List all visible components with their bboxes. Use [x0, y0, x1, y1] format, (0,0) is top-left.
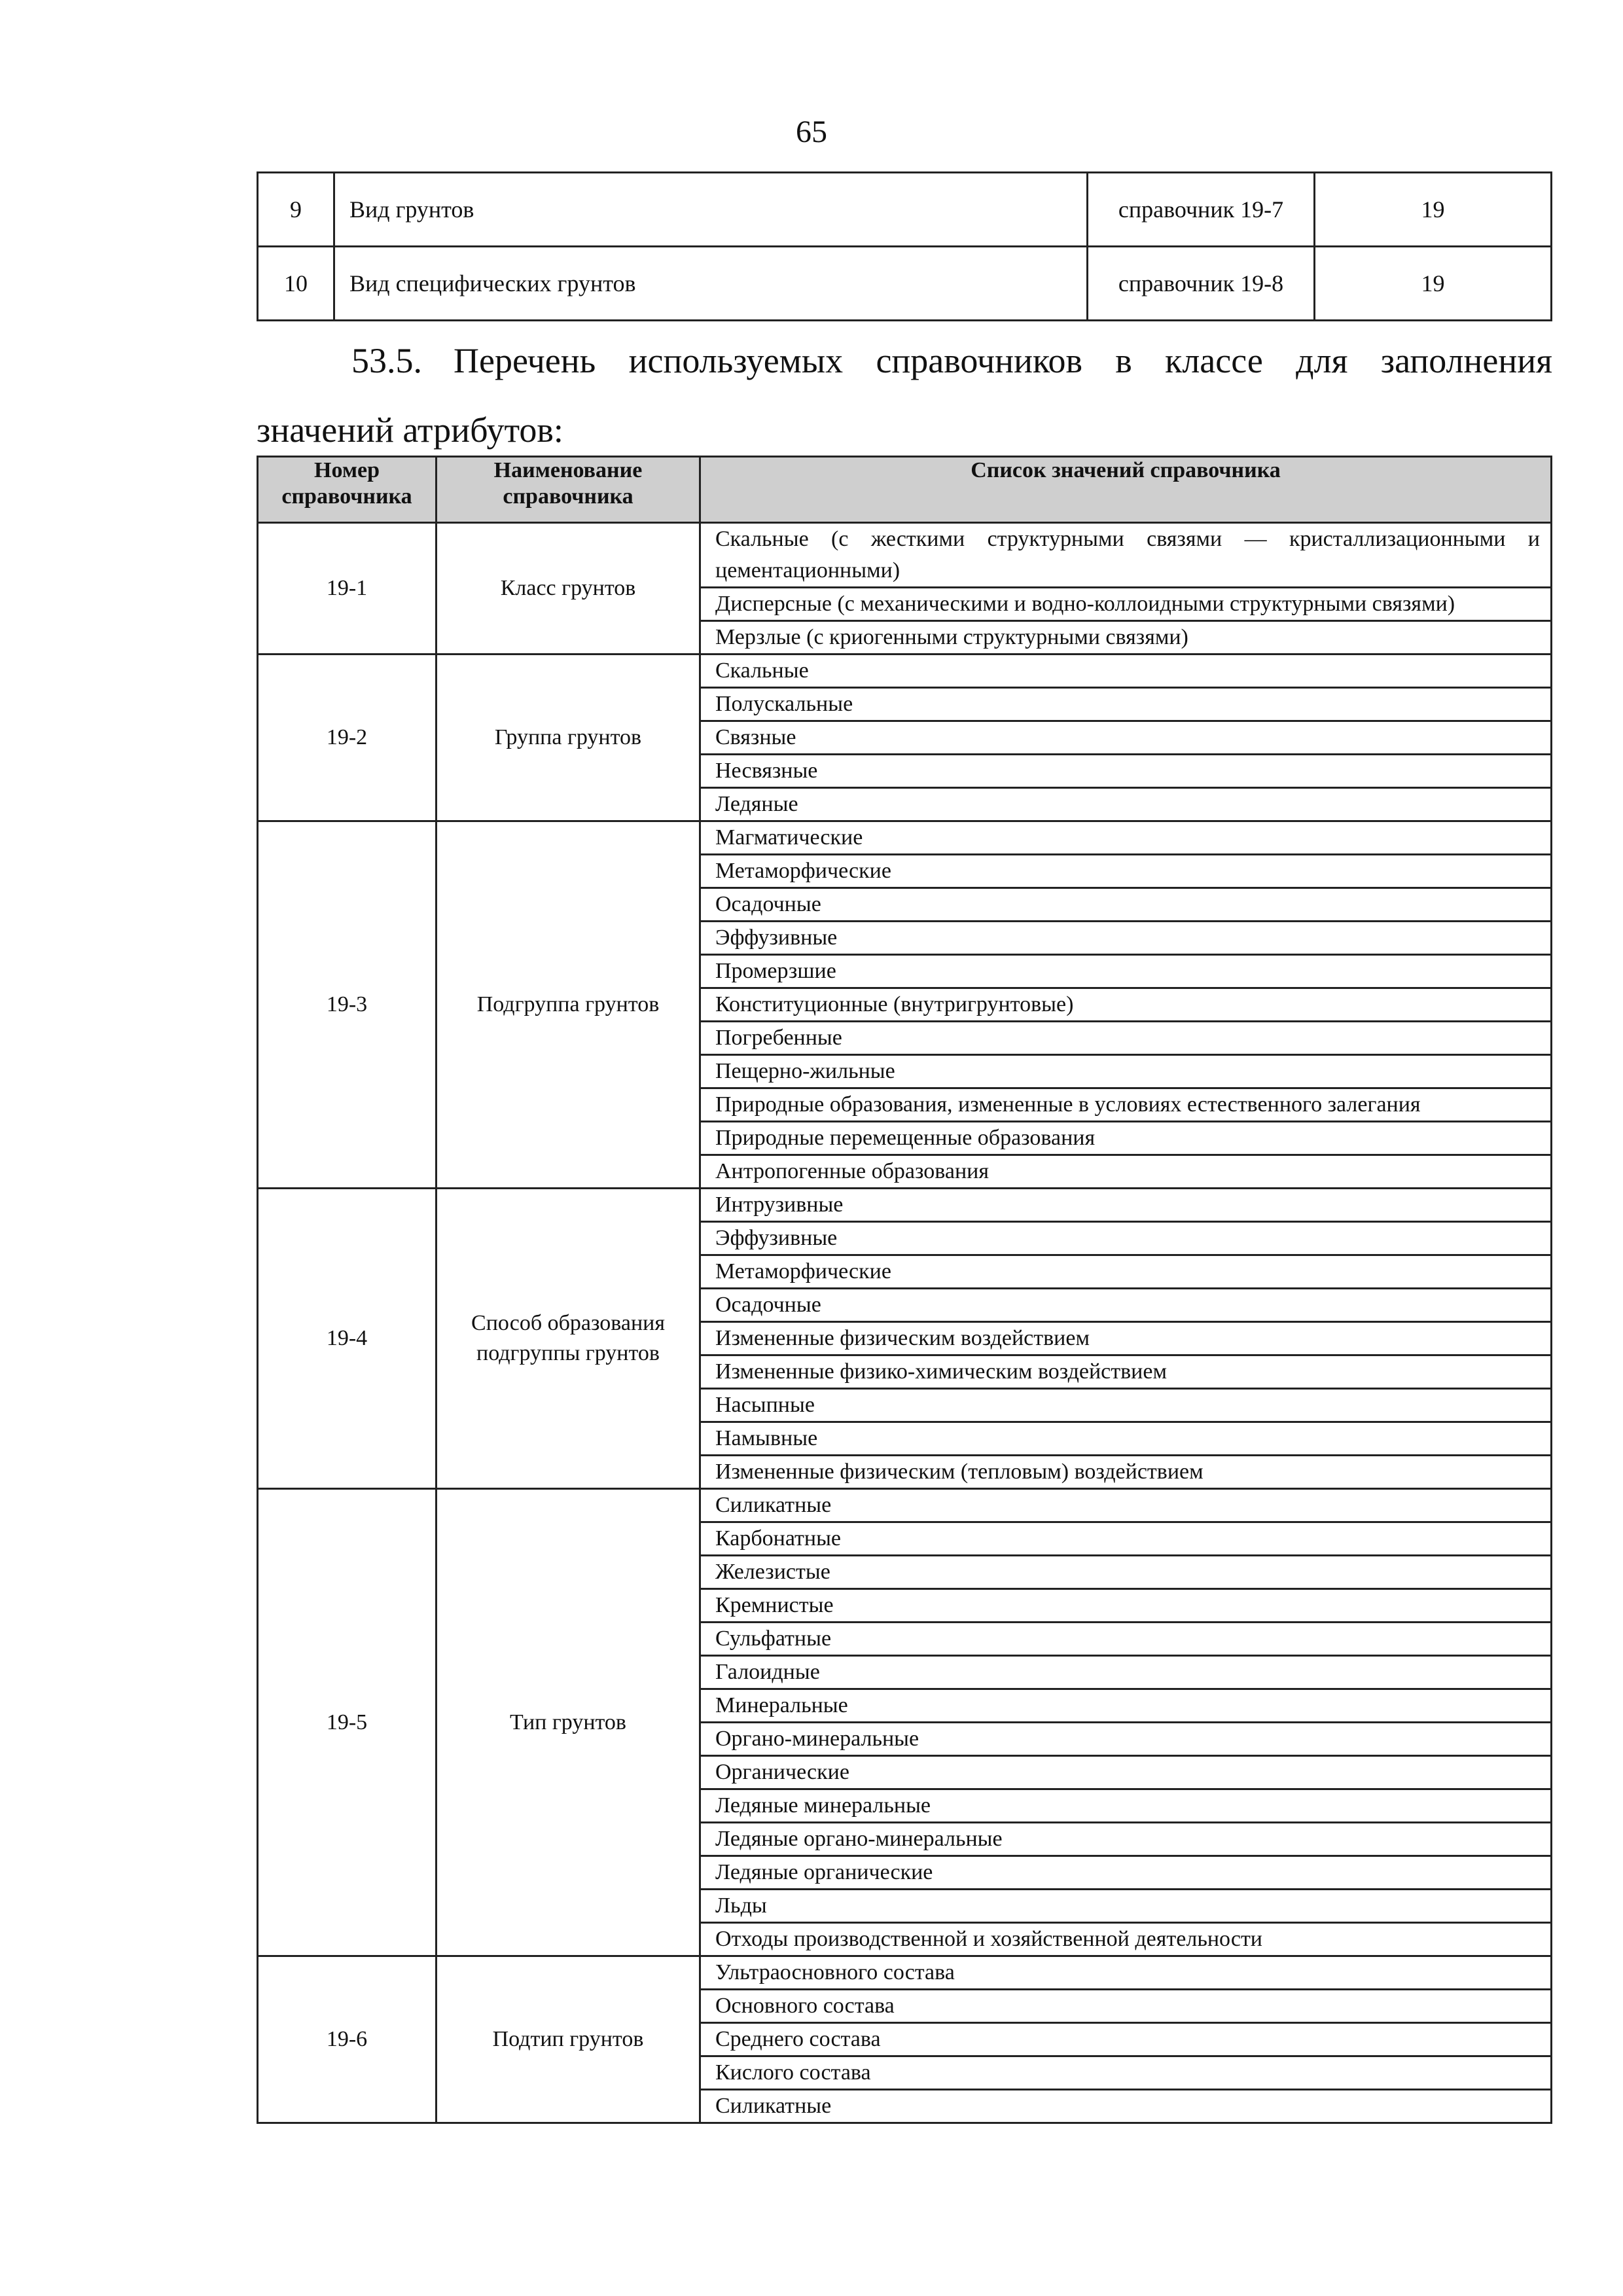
- reference-value: Скальные: [700, 655, 1552, 688]
- section-number: 53.5.: [351, 341, 422, 380]
- reference-value: Ледяные органо-минеральные: [700, 1823, 1552, 1856]
- table-row: [258, 1489, 1552, 1522]
- attributes-table-continuation: [257, 171, 1552, 321]
- attribute-name: Вид грунтов: [334, 173, 1088, 247]
- reference-value: Насыпные: [700, 1389, 1552, 1422]
- class-number: 19: [1315, 173, 1552, 247]
- reference-value: Магматические: [700, 821, 1552, 855]
- table-row: [258, 523, 1552, 588]
- reference-value: Измененные физическим воздействием: [700, 1322, 1552, 1355]
- reference-value: Сульфатные: [700, 1623, 1552, 1656]
- reference-value: Среднего состава: [700, 2023, 1552, 2056]
- reference-value: Органо-минеральные: [700, 1723, 1552, 1756]
- reference-value: Антропогенные образования: [700, 1155, 1552, 1189]
- reference-value: Метаморфические: [700, 1255, 1552, 1289]
- reference-name: Подтип грунтов: [437, 1956, 700, 2123]
- table-row: [258, 655, 1552, 688]
- reference-value: Измененные физико-химическим воздействием: [700, 1355, 1552, 1389]
- reference-value: Намывные: [700, 1422, 1552, 1456]
- reference-value: Эффузивные: [700, 922, 1552, 955]
- attribute-name: Вид специфических грунтов: [334, 247, 1088, 321]
- reference-value: Льды: [700, 1890, 1552, 1923]
- reference-name: Тип грунтов: [437, 1489, 700, 1956]
- reference-value: Пещерно-жильные: [700, 1055, 1552, 1088]
- reference-value: Галоидные: [700, 1656, 1552, 1689]
- reference-value: Осадочные: [700, 1289, 1552, 1322]
- header-ref-number: Номер справочника: [258, 457, 437, 523]
- reference-value: Ледяные: [700, 788, 1552, 821]
- table-header-row: [258, 457, 1552, 523]
- reference-value: Ледяные органические: [700, 1856, 1552, 1890]
- page-number: 65: [796, 115, 827, 149]
- reference-number: 19-3: [258, 821, 437, 1189]
- reference-name: Группа грунтов: [437, 655, 700, 821]
- reference-value: Скальные (с жесткими структурными связями — кристаллизационными и цементационными): [700, 523, 1552, 588]
- table-row: [258, 247, 1552, 321]
- class-number: 19: [1315, 247, 1552, 321]
- reference-number: 19-2: [258, 655, 437, 821]
- reference-number: 19-1: [258, 523, 437, 655]
- section-heading: [257, 326, 1552, 465]
- reference-value: Органические: [700, 1756, 1552, 1789]
- table-row: [258, 173, 1552, 247]
- reference-value: Осадочные: [700, 888, 1552, 922]
- reference-value: Несвязные: [700, 755, 1552, 788]
- reference-name: Подгруппа грунтов: [437, 821, 700, 1189]
- reference-number: 19-6: [258, 1956, 437, 2123]
- reference-value: Связные: [700, 721, 1552, 755]
- reference-value: Карбонатные: [700, 1522, 1552, 1556]
- reference-value: Отходы производственной и хозяйственной деятельности: [700, 1923, 1552, 1956]
- reference-value: Метаморфические: [700, 855, 1552, 888]
- reference-name: Способ образования подгруппы грунтов: [437, 1189, 700, 1489]
- reference-value: Минеральные: [700, 1689, 1552, 1723]
- reference-value: Интрузивные: [700, 1189, 1552, 1222]
- reference-table: [257, 456, 1552, 2124]
- reference-value: Основного состава: [700, 1990, 1552, 2023]
- row-number: 9: [258, 173, 334, 247]
- reference-value: Ультраосновного состава: [700, 1956, 1552, 1990]
- reference-value: Железистые: [700, 1556, 1552, 1589]
- reference-value: Погребенные: [700, 1022, 1552, 1055]
- reference-value: Промерзшие: [700, 955, 1552, 988]
- table-row: [258, 1956, 1552, 1990]
- reference-value: Дисперсные (с механическими и водно-коллоидными структурными связями): [700, 588, 1552, 621]
- reference-link: справочник 19-8: [1088, 247, 1315, 321]
- reference-value: Мерзлые (с криогенными структурными связями): [700, 621, 1552, 655]
- section-title-text: Перечень используемых справочников в классе для заполнения значений атрибутов:: [257, 341, 1552, 450]
- reference-value: Эффузивные: [700, 1222, 1552, 1255]
- reference-value: Измененные физическим (тепловым) воздействием: [700, 1456, 1552, 1489]
- reference-value: Ледяные минеральные: [700, 1789, 1552, 1823]
- reference-value: Кислого состава: [700, 2056, 1552, 2090]
- reference-value: Природные образования, измененные в условиях естественного залегания: [700, 1088, 1552, 1122]
- reference-value: Кремнистые: [700, 1589, 1552, 1623]
- row-number: 10: [258, 247, 334, 321]
- table-row: [258, 1189, 1552, 1222]
- reference-table-body: [258, 523, 1552, 2123]
- reference-value: Природные перемещенные образования: [700, 1122, 1552, 1155]
- header-values-list: Список значений справочника: [700, 457, 1552, 523]
- reference-link: справочник 19-7: [1088, 173, 1315, 247]
- reference-name: Класс грунтов: [437, 523, 700, 655]
- reference-value: Полускальные: [700, 688, 1552, 721]
- reference-value: Силикатные: [700, 1489, 1552, 1522]
- reference-value: Силикатные: [700, 2090, 1552, 2123]
- reference-number: 19-4: [258, 1189, 437, 1489]
- header-ref-name: Наименование справочника: [437, 457, 700, 523]
- reference-value: Конституционные (внутригрунтовые): [700, 988, 1552, 1022]
- table-row: [258, 821, 1552, 855]
- reference-number: 19-5: [258, 1489, 437, 1956]
